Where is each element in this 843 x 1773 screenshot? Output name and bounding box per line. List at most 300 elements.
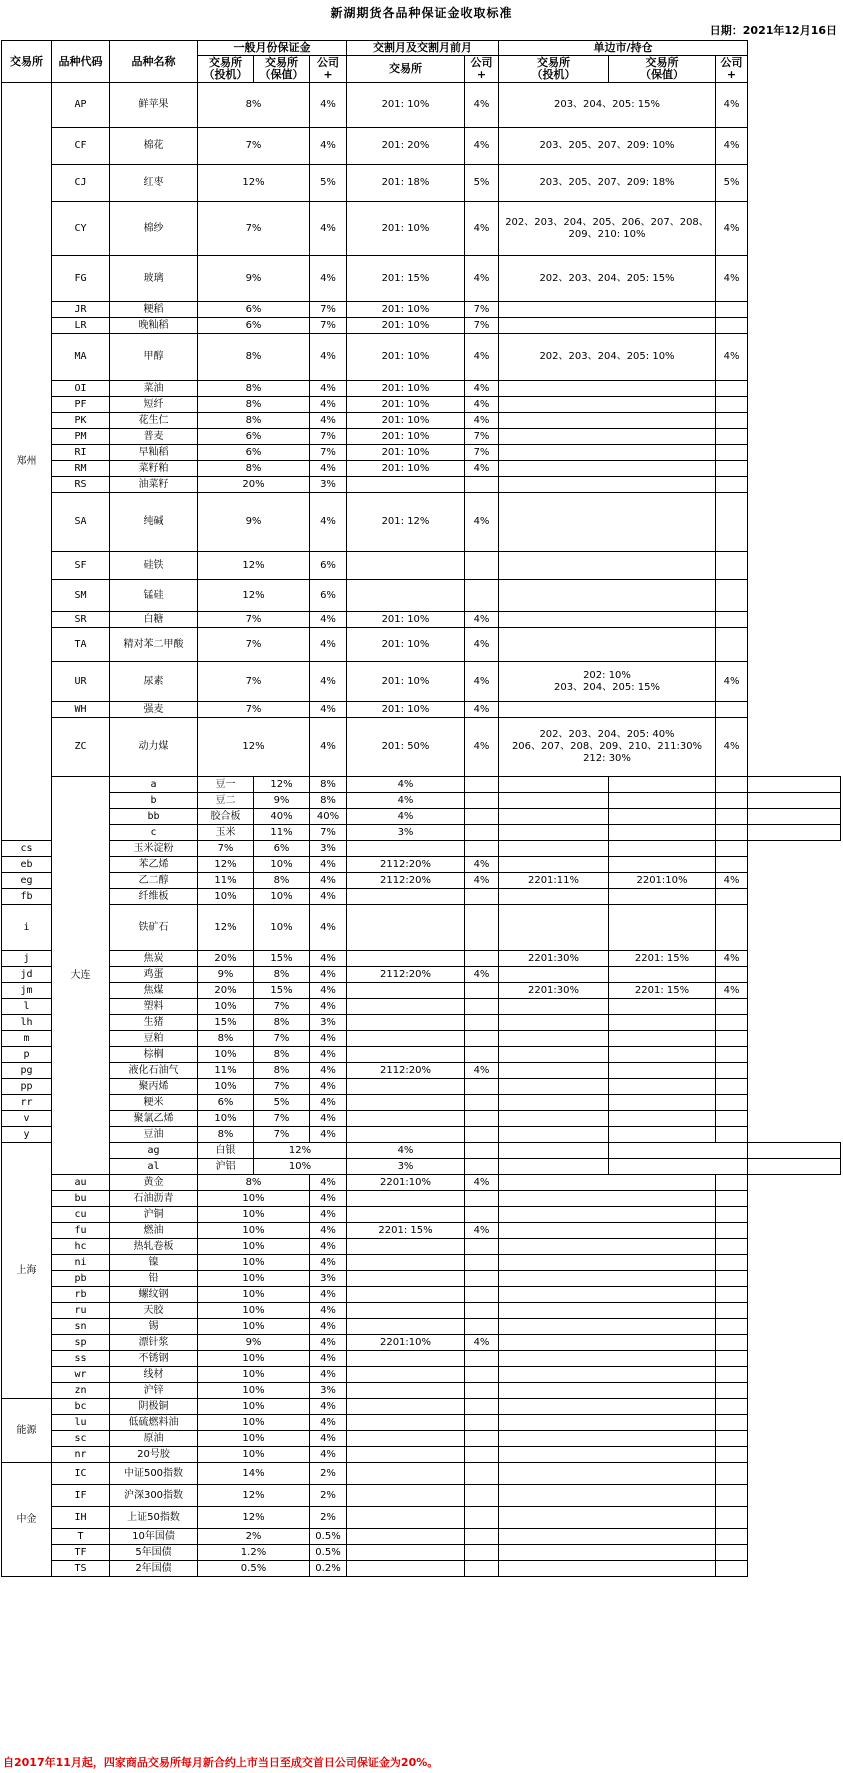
code-cell: TF — [52, 1545, 110, 1561]
one-side-company-plus-cell: 4% — [716, 83, 748, 128]
company-plus-cell: 4% — [310, 718, 347, 777]
delivery-company-plus-cell: 4% — [465, 1063, 499, 1079]
delivery-company-plus-cell: 4% — [465, 1223, 499, 1239]
delivery-margin-cell — [347, 1399, 465, 1415]
header-speculation: 交易所 （投机） — [198, 56, 254, 83]
speculation-margin-cell: 7% — [198, 841, 254, 857]
header-one-side: 单边市/持仓 — [499, 41, 748, 56]
table-row — [2, 889, 841, 905]
company-plus-cell: 7% — [310, 318, 347, 334]
name-cell: 石油沥青 — [110, 1191, 198, 1207]
general-margin-cell: 9% — [198, 1335, 310, 1351]
table-row — [2, 1561, 841, 1577]
general-margin-cell: 12% — [198, 552, 310, 580]
name-cell: 20号胶 — [110, 1447, 198, 1463]
delivery-margin-cell: 201: 10% — [347, 445, 465, 461]
one-side-margin-cell — [499, 552, 716, 580]
code-cell: SF — [52, 552, 110, 580]
delivery-margin-cell: 201: 10% — [347, 413, 465, 429]
hedge-margin-cell: 8% — [254, 1015, 310, 1031]
code-cell: MA — [52, 334, 110, 381]
name-cell: 聚丙烯 — [110, 1079, 198, 1095]
table-row — [2, 1335, 841, 1351]
name-cell: 动力煤 — [110, 718, 198, 777]
name-cell: 菜籽粕 — [110, 461, 198, 477]
table-row — [2, 1207, 841, 1223]
speculation-margin-cell: 15% — [198, 1015, 254, 1031]
one-side-speculation-cell — [499, 857, 609, 873]
company-plus-cell: 4% — [310, 397, 347, 413]
delivery-margin-cell: 201: 12% — [347, 493, 465, 552]
one-side-margin-cell — [499, 1255, 716, 1271]
code-cell: au — [52, 1175, 110, 1191]
code-cell: v — [2, 1111, 52, 1127]
company-plus-cell: 4% — [310, 628, 347, 662]
company-plus-cell: 3% — [347, 1159, 465, 1175]
table-row — [2, 83, 841, 128]
table-row — [2, 256, 841, 302]
code-cell: c — [110, 825, 198, 841]
company-plus-cell: 3% — [310, 477, 347, 493]
one-side-speculation-cell — [609, 825, 716, 841]
code-cell: pg — [2, 1063, 52, 1079]
one-side-margin-cell — [499, 493, 716, 552]
code-cell: ag — [110, 1143, 198, 1159]
one-side-margin-cell — [499, 1561, 716, 1577]
delivery-company-plus-cell — [465, 1303, 499, 1319]
company-plus-cell: 4% — [310, 1191, 347, 1207]
one-side-margin-cell: 202、203、204、205: 15% — [499, 256, 716, 302]
name-cell: 豆一 — [198, 777, 254, 793]
one-side-hedge-cell — [609, 1015, 716, 1031]
company-plus-cell: 4% — [310, 493, 347, 552]
general-margin-cell: 10% — [198, 1223, 310, 1239]
one-side-company-plus-cell — [716, 1447, 748, 1463]
name-cell: 低硫燃料油 — [110, 1415, 198, 1431]
general-margin-cell: 8% — [198, 413, 310, 429]
delivery-margin-cell — [347, 1271, 465, 1287]
delivery-margin-cell — [347, 1015, 465, 1031]
general-margin-cell: 9% — [198, 493, 310, 552]
general-margin-cell: 7% — [198, 202, 310, 256]
table-row — [2, 1287, 841, 1303]
general-margin-cell: 10% — [198, 1447, 310, 1463]
company-plus-cell: 4% — [310, 202, 347, 256]
code-cell: UR — [52, 662, 110, 702]
name-cell: 甲醇 — [110, 334, 198, 381]
code-cell: IC — [52, 1463, 110, 1485]
general-margin-cell: 10% — [254, 1159, 347, 1175]
company-plus-cell: 4% — [310, 1447, 347, 1463]
name-cell: 漂针浆 — [110, 1335, 198, 1351]
company-plus-cell: 4% — [310, 1079, 347, 1095]
code-cell: ni — [52, 1255, 110, 1271]
delivery-margin-cell: 201: 10% — [347, 628, 465, 662]
table-row — [2, 429, 841, 445]
one-side-hedge-cell — [716, 793, 748, 809]
code-cell: sp — [52, 1335, 110, 1351]
delivery-company-plus-cell — [465, 1561, 499, 1577]
delivery-company-plus-cell: 7% — [465, 429, 499, 445]
delivery-company-plus-cell — [465, 841, 499, 857]
general-margin-cell: 12% — [198, 580, 310, 612]
code-cell: ZC — [52, 718, 110, 777]
delivery-company-plus-cell — [465, 999, 499, 1015]
name-cell: 棕榈 — [110, 1047, 198, 1063]
code-cell: p — [2, 1047, 52, 1063]
one-side-speculation-cell — [499, 999, 609, 1015]
speculation-margin-cell: 10% — [198, 999, 254, 1015]
delivery-margin-cell — [347, 1485, 465, 1507]
name-cell: 菜油 — [110, 381, 198, 397]
code-cell: ru — [52, 1303, 110, 1319]
one-side-company-plus-cell — [716, 1127, 748, 1143]
name-cell: 锡 — [110, 1319, 198, 1335]
company-plus-cell: 4% — [310, 1175, 347, 1191]
one-side-margin-cell: 202、203、204、205: 40% 206、207、208、209、210、211:30% 212: 30% — [499, 718, 716, 777]
company-plus-cell: 4% — [310, 983, 347, 999]
delivery-margin-cell — [347, 1529, 465, 1545]
one-side-margin-cell — [499, 1335, 716, 1351]
one-side-company-plus-cell — [716, 445, 748, 461]
table-row — [2, 1319, 841, 1335]
one-side-company-plus-cell — [716, 413, 748, 429]
delivery-margin-cell — [347, 1319, 465, 1335]
table-row — [2, 381, 841, 397]
code-cell: jd — [2, 967, 52, 983]
hedge-margin-cell: 8% — [254, 1063, 310, 1079]
speculation-margin-cell: 10% — [198, 889, 254, 905]
delivery-company-plus-cell — [465, 1431, 499, 1447]
delivery-margin-cell: 2201:10% — [347, 1335, 465, 1351]
company-plus-cell: 4% — [310, 1207, 347, 1223]
one-side-company-plus-cell — [716, 302, 748, 318]
delivery-margin-cell — [347, 1111, 465, 1127]
name-cell: 沪锌 — [110, 1383, 198, 1399]
table-row — [2, 1127, 841, 1143]
code-cell: SA — [52, 493, 110, 552]
table-row — [2, 1463, 841, 1485]
name-cell: 中证500指数 — [110, 1463, 198, 1485]
table-row — [2, 857, 841, 873]
code-cell: TA — [52, 628, 110, 662]
one-side-company-plus-cell — [716, 1191, 748, 1207]
exchange-cell: 上海 — [2, 1143, 52, 1399]
name-cell: 沪铝 — [198, 1159, 254, 1175]
code-cell: lh — [2, 1015, 52, 1031]
delivery-company-plus-cell — [465, 1127, 499, 1143]
one-side-margin-cell — [499, 1287, 716, 1303]
general-margin-cell: 12% — [198, 1507, 310, 1529]
speculation-margin-cell: 9% — [254, 793, 310, 809]
company-plus-cell: 7% — [310, 445, 347, 461]
one-side-company-plus-cell — [716, 1175, 748, 1191]
general-margin-cell: 7% — [198, 662, 310, 702]
header-company-plus: 公司 + — [310, 56, 347, 83]
delivery-margin-cell — [465, 1143, 499, 1159]
table-row — [2, 1079, 841, 1095]
delivery-company-plus-cell — [465, 1319, 499, 1335]
table-row — [2, 302, 841, 318]
code-cell: WH — [52, 702, 110, 718]
one-side-margin-cell — [499, 1545, 716, 1561]
company-plus-cell: 4% — [310, 1239, 347, 1255]
hedge-margin-cell: 10% — [254, 889, 310, 905]
delivery-company-plus-cell — [465, 905, 499, 951]
one-side-margin-cell — [499, 1351, 716, 1367]
delivery-margin-cell: 201: 10% — [347, 397, 465, 413]
code-cell: CF — [52, 128, 110, 165]
hedge-margin-cell: 7% — [254, 1111, 310, 1127]
delivery-company-plus-cell: 4% — [465, 381, 499, 397]
one-side-speculation-cell — [609, 793, 716, 809]
speculation-margin-cell: 10% — [198, 1111, 254, 1127]
one-side-speculation-cell — [499, 1031, 609, 1047]
table-row — [2, 580, 841, 612]
one-side-company-plus-cell — [716, 1367, 748, 1383]
speculation-margin-cell: 9% — [198, 967, 254, 983]
table-row — [2, 128, 841, 165]
one-side-company-plus-cell — [716, 1079, 748, 1095]
delivery-margin-cell — [347, 1303, 465, 1319]
delivery-company-plus-cell — [465, 1111, 499, 1127]
general-margin-cell: 8% — [198, 381, 310, 397]
name-cell: 螺纹钢 — [110, 1287, 198, 1303]
company-plus-cell: 4% — [310, 1047, 347, 1063]
delivery-company-plus-cell: 4% — [465, 493, 499, 552]
name-cell: 尿素 — [110, 662, 198, 702]
general-margin-cell: 2% — [198, 1529, 310, 1545]
general-margin-cell: 8% — [198, 461, 310, 477]
delivery-margin-cell: 201: 10% — [347, 662, 465, 702]
delivery-company-plus-cell: 4% — [465, 397, 499, 413]
exchange-cell: 能源 — [2, 1399, 52, 1463]
speculation-margin-cell: 10% — [198, 1047, 254, 1063]
name-cell: 热轧卷板 — [110, 1239, 198, 1255]
one-side-speculation-cell: 2201:30% — [499, 951, 609, 967]
delivery-company-plus-cell: 4% — [465, 461, 499, 477]
one-side-company-plus-cell — [716, 1431, 748, 1447]
company-plus-cell: 4% — [310, 1431, 347, 1447]
company-plus-cell: 6% — [310, 552, 347, 580]
exchange-cell: 中金 — [2, 1463, 52, 1577]
name-cell: 豆油 — [110, 1127, 198, 1143]
name-cell: 豆粕 — [110, 1031, 198, 1047]
company-plus-cell: 4% — [310, 967, 347, 983]
company-plus-cell: 4% — [310, 1095, 347, 1111]
delivery-company-plus-cell — [465, 1507, 499, 1529]
hedge-margin-cell: 8% — [310, 777, 347, 793]
delivery-company-plus-cell — [465, 983, 499, 999]
speculation-margin-cell: 8% — [198, 1127, 254, 1143]
name-cell: 线材 — [110, 1367, 198, 1383]
one-side-margin-cell — [499, 477, 716, 493]
one-side-company-plus-cell — [716, 1529, 748, 1545]
one-side-hedge-cell: 2201:10% — [609, 873, 716, 889]
code-cell: rr — [2, 1095, 52, 1111]
company-plus-cell: 7% — [310, 302, 347, 318]
delivery-company-plus-cell: 4% — [465, 202, 499, 256]
hedge-margin-cell: 8% — [254, 1047, 310, 1063]
delivery-company-plus-cell — [465, 1047, 499, 1063]
delivery-company-plus-cell: 4% — [465, 857, 499, 873]
table-row — [2, 1175, 841, 1191]
table-row — [2, 1507, 841, 1529]
company-plus-cell: 4% — [310, 1223, 347, 1239]
delivery-company-plus-cell — [465, 1463, 499, 1485]
code-cell: rb — [52, 1287, 110, 1303]
delivery-company-plus-cell — [465, 1447, 499, 1463]
code-cell: i — [2, 905, 52, 951]
hedge-margin-cell: 8% — [254, 873, 310, 889]
name-cell: 焦煤 — [110, 983, 198, 999]
header-name: 品种名称 — [110, 41, 198, 83]
table-row — [2, 1239, 841, 1255]
company-plus-cell: 4% — [310, 873, 347, 889]
delivery-margin-cell: 2112:20% — [347, 1063, 465, 1079]
one-side-company-plus-cell — [716, 1031, 748, 1047]
delivery-margin-cell — [347, 1207, 465, 1223]
code-cell: wr — [52, 1367, 110, 1383]
one-side-company-plus-cell — [716, 841, 748, 857]
one-side-company-plus-cell — [716, 1415, 748, 1431]
general-margin-cell: 7% — [198, 702, 310, 718]
table-body — [2, 83, 841, 1577]
table-row — [2, 1383, 841, 1399]
delivery-company-plus-cell — [465, 951, 499, 967]
one-side-company-plus-cell: 4% — [716, 873, 748, 889]
table-row — [2, 1399, 841, 1415]
company-plus-cell: 3% — [310, 841, 347, 857]
name-cell: 棉纱 — [110, 202, 198, 256]
one-side-company-plus-cell — [716, 1271, 748, 1287]
delivery-company-plus-cell — [465, 889, 499, 905]
company-plus-cell: 2% — [310, 1463, 347, 1485]
one-side-speculation-cell — [499, 1079, 609, 1095]
code-cell: al — [110, 1159, 198, 1175]
one-side-hedge-cell — [609, 1095, 716, 1111]
one-side-margin-cell — [499, 397, 716, 413]
delivery-margin-cell — [347, 1095, 465, 1111]
company-plus-cell: 3% — [310, 1271, 347, 1287]
one-side-company-plus-cell — [716, 1047, 748, 1063]
name-cell: 镍 — [110, 1255, 198, 1271]
company-plus-cell: 4% — [310, 1255, 347, 1271]
general-margin-cell: 8% — [198, 397, 310, 413]
one-side-margin-cell: 203、205、207、209: 18% — [499, 165, 716, 202]
code-cell: lu — [52, 1415, 110, 1431]
code-cell: bu — [52, 1191, 110, 1207]
general-margin-cell: 10% — [198, 1303, 310, 1319]
one-side-hedge-cell — [609, 1031, 716, 1047]
name-cell: 乙二醇 — [110, 873, 198, 889]
hedge-margin-cell: 40% — [310, 809, 347, 825]
delivery-company-plus-cell — [465, 1485, 499, 1507]
delivery-company-plus-cell — [499, 809, 609, 825]
code-cell: cu — [52, 1207, 110, 1223]
table-row — [2, 1063, 841, 1079]
exchange-cell: 大连 — [52, 777, 110, 1175]
table-row — [2, 1223, 841, 1239]
code-cell: sc — [52, 1431, 110, 1447]
one-side-margin-cell — [499, 580, 716, 612]
delivery-margin-cell: 201: 20% — [347, 128, 465, 165]
company-plus-cell: 3% — [347, 825, 465, 841]
one-side-company-plus-cell — [716, 580, 748, 612]
code-cell: cs — [2, 841, 52, 857]
one-side-margin-cell — [499, 1463, 716, 1485]
header-general-month: 一般月份保证金 — [198, 41, 347, 56]
general-margin-cell: 8% — [198, 334, 310, 381]
one-side-hedge-cell — [716, 777, 748, 793]
code-cell: SM — [52, 580, 110, 612]
speculation-margin-cell: 11% — [198, 873, 254, 889]
delivery-company-plus-cell — [499, 1143, 609, 1159]
delivery-margin-cell: 2112:20% — [347, 967, 465, 983]
one-side-margin-cell: 202、203、204、205: 10% — [499, 334, 716, 381]
hedge-margin-cell: 7% — [254, 999, 310, 1015]
one-side-company-plus-cell — [716, 493, 748, 552]
delivery-margin-cell: 201: 10% — [347, 83, 465, 128]
one-side-margin-cell: 202: 10% 203、204、205: 15% — [499, 662, 716, 702]
table-row — [2, 873, 841, 889]
name-cell: 铁矿石 — [110, 905, 198, 951]
delivery-company-plus-cell: 4% — [465, 628, 499, 662]
one-side-margin-cell — [499, 1367, 716, 1383]
code-cell: m — [2, 1031, 52, 1047]
code-cell: PM — [52, 429, 110, 445]
name-cell: 玉米 — [198, 825, 254, 841]
table-row — [2, 718, 841, 777]
delivery-company-plus-cell: 4% — [465, 413, 499, 429]
one-side-hedge-cell — [609, 1063, 716, 1079]
name-cell: 玻璃 — [110, 256, 198, 302]
one-side-margin-cell — [499, 461, 716, 477]
delivery-company-plus-cell: 4% — [465, 967, 499, 983]
company-plus-cell: 4% — [310, 1287, 347, 1303]
company-plus-cell: 4% — [347, 777, 465, 793]
code-cell: b — [110, 793, 198, 809]
delivery-company-plus-cell: 4% — [465, 662, 499, 702]
one-side-speculation-cell — [499, 905, 609, 951]
one-side-margin-cell — [499, 1383, 716, 1399]
company-plus-cell: 0.5% — [310, 1545, 347, 1561]
table-row — [2, 1015, 841, 1031]
one-side-hedge-cell — [716, 825, 748, 841]
delivery-margin-cell — [347, 1239, 465, 1255]
one-side-speculation-cell: 2201:11% — [499, 873, 609, 889]
one-side-company-plus-cell — [716, 1485, 748, 1507]
name-cell: 10年国债 — [110, 1529, 198, 1545]
one-side-margin-cell — [499, 1239, 716, 1255]
company-plus-cell: 2% — [310, 1507, 347, 1529]
delivery-company-plus-cell — [465, 552, 499, 580]
table-row — [2, 1485, 841, 1507]
one-side-company-plus-cell — [716, 1545, 748, 1561]
one-side-hedge-cell — [609, 999, 716, 1015]
code-cell: RI — [52, 445, 110, 461]
one-side-hedge-cell — [609, 905, 716, 951]
delivery-margin-cell — [347, 1545, 465, 1561]
delivery-company-plus-cell — [499, 1159, 609, 1175]
name-cell: 黄金 — [110, 1175, 198, 1191]
name-cell: 短纤 — [110, 397, 198, 413]
delivery-margin-cell: 201: 10% — [347, 202, 465, 256]
general-margin-cell: 8% — [198, 83, 310, 128]
delivery-margin-cell — [347, 1079, 465, 1095]
one-side-company-plus-cell — [716, 1303, 748, 1319]
table-row — [2, 1431, 841, 1447]
